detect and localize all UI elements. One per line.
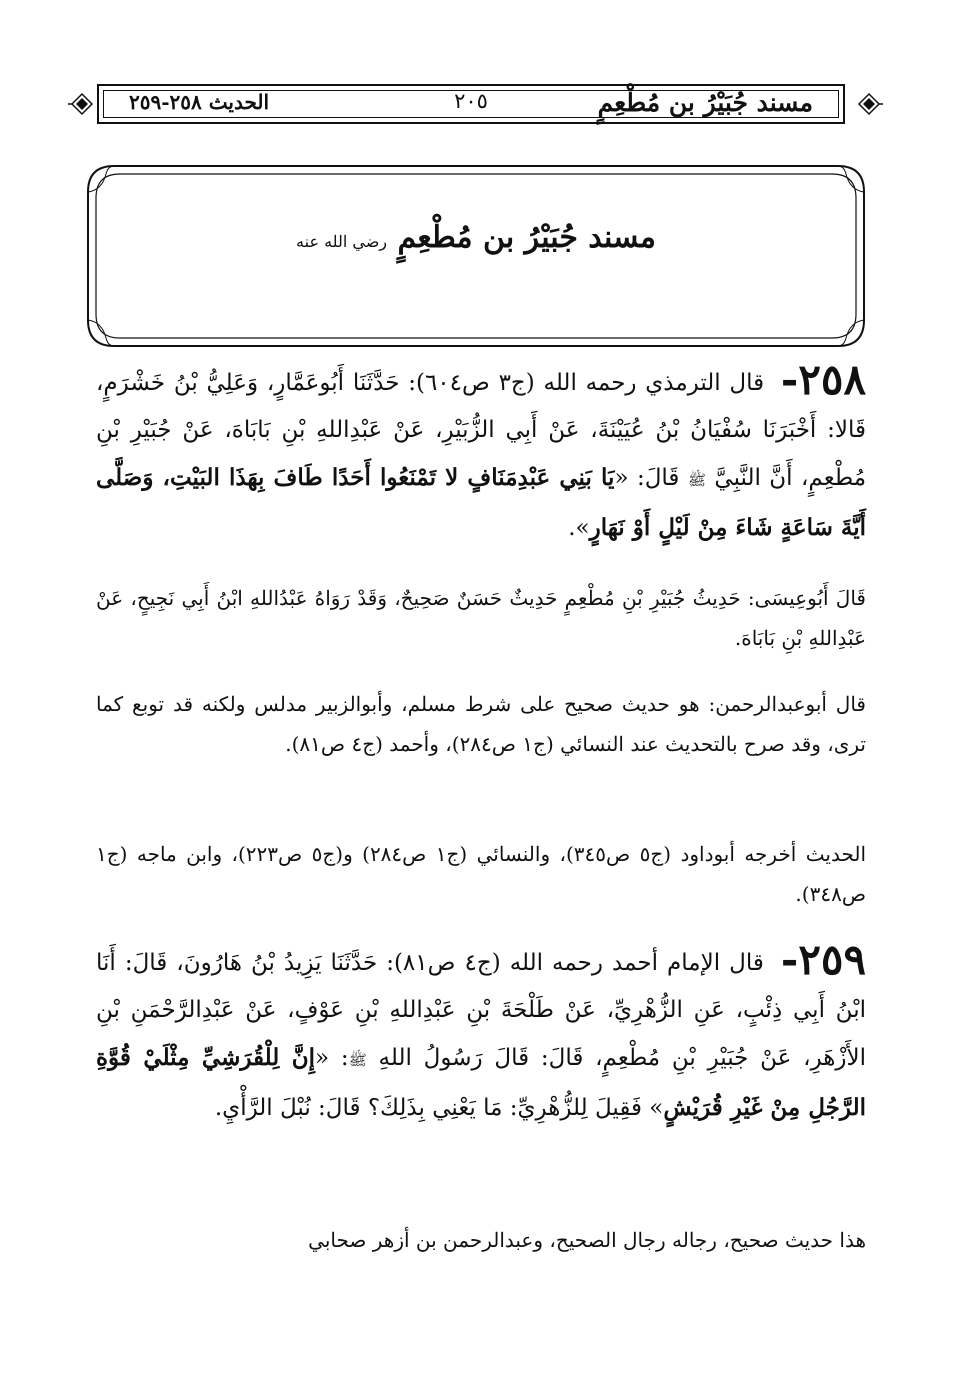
section-title-text: مسند جُبَيْرُ بن مُطْعِمٍ: [397, 220, 656, 255]
hadith-matn: إِنَّ لِلْقُرَشِيِّ مِثْلَيْ قُوَّةِ الرَّجُلِ مِنْ غَيْرِ قُرَيْشٍ: [96, 1044, 866, 1121]
takhrij-note: الحديث أخرجه أبوداود (ج٥ ص٣٤٥)، والنسائي (ج١ ص٢٨٤) و(ج٥ ص٢٢٣)، وابن ماجه (ج١ ص٣٤٨).: [96, 842, 867, 906]
hadith-258: [96, 356, 866, 552]
header-book-title: مسند جُبَيْرُ بن مُطْعِمٍ: [597, 88, 813, 117]
running-header: [97, 84, 845, 124]
tirmidhi-note: قَالَ أَبُوعِيسَى: حَدِيثُ جُبَيْرِ بْنِ مُطْعِمٍ حَدِيثٌ حَسَنٌ صَحِيحٌ، وَقَدْ رَوَاهُ عَبْدُاللهِ ابْنُ أَبِي نَجِيحٍ، عَنْ عَبْدِاللهِ بْنِ بَابَاهَ.: [96, 586, 866, 650]
hadith-open: : «: [315, 1045, 349, 1071]
author-comment: قال أبوعبدالرحمن: هو حديث صحيح على شرط مسلم، وأبوالزبير مدلس ولكنه قد توبع كما ترى، وقد صرح بالتحديث عند النسائي (ج١ ص٢٨٤)، وأحمد (ج٤ ص٨١).: [96, 692, 866, 756]
hadith-number: ٢٥٩-: [780, 935, 867, 984]
salawat-icon: ﷺ: [687, 471, 706, 489]
hadith-close: ».: [568, 515, 590, 541]
author-comment-259: هذا حديث صحيح، رجاله رجال الصحيح، وعبدالرحمن بن أزهر صحابي: [308, 1228, 866, 1252]
hadith-isnad: قال الترمذي رحمه الله (ج٣ ص٦٠٤): حَدَّثَنَا أَبُوعَمَّارٍ، وَعَلِيُّ بْنُ خَشْرَمٍ، قَالا: أَخْبَرَنَا سُفْيَانُ بْنُ عُيَيْنَةَ، عَنْ أَبِي الزُّبَيْرِ، عَنْ عَبْدِاللهِ بْنِ بَابَاهَ، عَنْ جُبَيْرِ بْنِ مُطْعِمٍ، أَنَّ النَّبِيَّ: [96, 370, 867, 491]
page-number: ٢٠٥: [454, 89, 488, 113]
hadith-matn: يَا بَنِي عَبْدِمَنَافٍ لا تَمْنَعُوا أَحَدًا طَافَ بِهَذَا البَيْتِ، وَصَلَّى أَيَّةَ سَاعَةٍ شَاءَ مِنْ لَيْلٍ أَوْ نَهَارٍ: [96, 464, 866, 541]
section-title: [84, 220, 868, 255]
header-hadith-range: الحديث ٢٥٨-٢٥٩: [129, 90, 270, 114]
section-honorific: رضي الله عنه: [296, 232, 388, 251]
hadith-said: قَالَ: «: [614, 465, 680, 491]
hadith-rest: » فَقِيلَ لِلزُّهْرِيِّ: مَا يَعْنِي بِذَلِكَ؟ قَالَ: نُبْلَ الرَّأْيِ.: [214, 1095, 664, 1121]
right-ornament-icon: [857, 86, 883, 122]
salawat-icon: ﷺ: [348, 1051, 367, 1069]
hadith-259: [96, 936, 866, 1132]
hadith-isnad: قال الإمام أحمد رحمه الله (ج٤ ص٨١): حَدَّثَنَا يَزِيدُ بْنُ هَارُونَ، قَالَ: أَنَا ابْنُ أَبِي ذِئْبٍ، عَنِ الزُّهْرِيِّ، عَنْ طَلْحَةَ بْنِ عَبْدِاللهِ بْنِ عَوْفٍ، عَنْ عَبْدِالرَّحْمَنِ بْنِ الأَزْهَرِ، عَنْ جُبَيْرِ بْنِ مُطْعِمٍ، قَالَ: قَالَ رَسُولُ اللهِ: [96, 950, 866, 1071]
title-frame: [84, 162, 868, 350]
hadith-number: ٢٥٨-: [780, 355, 867, 404]
left-ornament-icon: [68, 86, 94, 122]
